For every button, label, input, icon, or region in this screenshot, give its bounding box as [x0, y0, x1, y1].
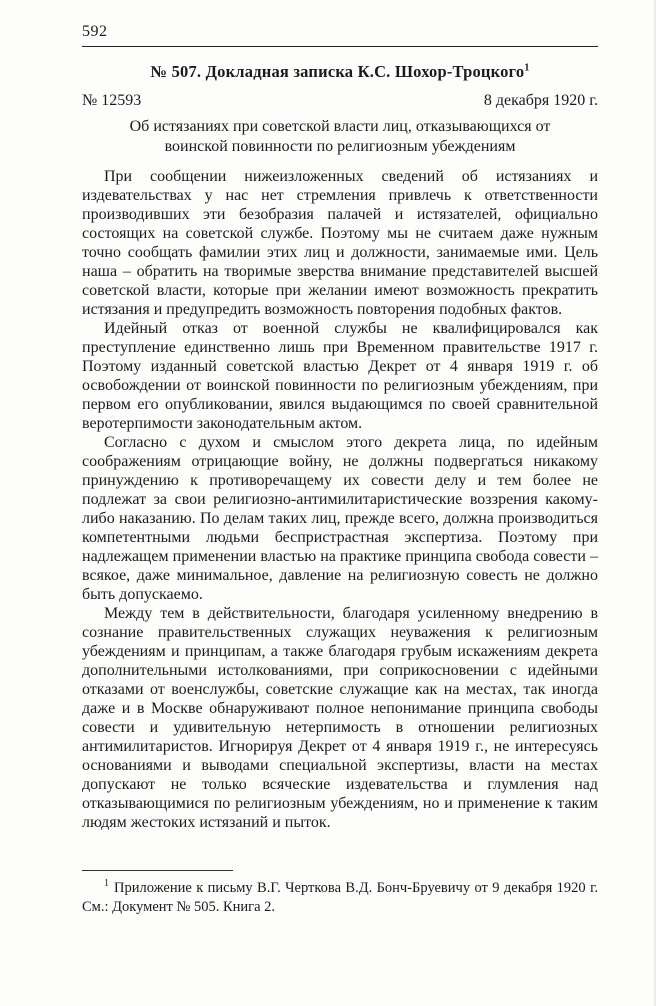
document-number: № 12593: [82, 92, 142, 109]
document-subject: Об истязаниях при советской власти лиц, отказывающихся от воинской повинности по религиозным убеждениям: [129, 118, 551, 155]
document-body: [82, 167, 598, 832]
header-rule: [82, 46, 598, 47]
document-title: [82, 62, 598, 82]
paragraph-2: Идейный отказ от военной службы не квалифицировался как преступление единственно лишь при Временном правительстве 1917 г. Поэтому изданный советской властью Декрет от 4 января 1919 г. об освобождении от воинской повинности по религиозным убеждениям, при первом его опубликовании, явился выдающимся по своей сравнительной веротерпимости законодательным актом.: [82, 320, 598, 432]
footnote-text: Приложение к письму В.Г. Черткова В.Д. Бонч-Бруевичу от 9 декабря 1920 г. См.: Документ № 505. Книга 2.: [82, 880, 598, 915]
document-meta-row: [82, 91, 598, 110]
paragraph-1: При сообщении нижеизложенных сведений об истязаниях и издевательствах у нас нет стремления привлечь к ответственности производивших эти безобразия палачей и истязателей, официально состоящих на советской службе. Поэтому мы не считаем даже нужным точно сообщать фамилии этих лиц и должности, занимаемые ими. Цель наша – обратить на творимые зверства внимание представителей высшей советской власти, которые при желании имеют возможность прекратить истязания и предупредить возможность повторения подобных фактов.: [82, 168, 598, 318]
document-date: 8 декабря 1920 г.: [483, 92, 598, 109]
footnote-area: [82, 870, 598, 916]
document-title-text: № 507. Докладная записка К.С. Шохор-Троцкого: [150, 62, 525, 81]
title-footnote-ref-marker: 1: [524, 62, 530, 74]
footnote-number: 1: [104, 878, 109, 890]
paragraph-3: Согласно с духом и смыслом этого декрета лица, по идейным соображениям отрицающие войну, не должны подвергаться никакому принуждению к противоречащему их совести делу и тем более не подлежат за свои религиозно-антимилитаристические воззрения какому-либо наказанию. По делам таких лиц, прежде всего, должна производиться компетентными людьми беспристрастная экспертиза. Поэтому при надлежащем применении властью на практике принципа свобода совести – всякое, даже минимальное, давление на религиозную совесть не должно быть допускаемо.: [82, 434, 598, 603]
page-number: 592: [82, 23, 108, 40]
footnote: [82, 879, 598, 916]
footnote-separator-rule: [82, 870, 233, 871]
paragraph-4: Между тем в действительности, благодаря усиленному внедрению в сознание правительственных служащих неуважения к религиозным убеждениям и принципам, а также благодаря грубым искажениям декрета дополнительными истолкованиями, при соприкосновении с идейными отказами от военслужбы, советские служащие как на местах, так иногда даже и в Москве обнаруживают полное непонимание принципа свободы совести и удивительную нетерпимость в отношении религиозных антимилитаристов. Игнорируя Декрет от 4 января 1919 г., не интересуясь основаниями и выводами специальной экспертизы, власти на местах допускают не только всяческие издевательства и глумления над отказывающимися по религиозным убеждениям, но и применение к таким людям жестоких истязаний и пыток.: [82, 605, 598, 831]
